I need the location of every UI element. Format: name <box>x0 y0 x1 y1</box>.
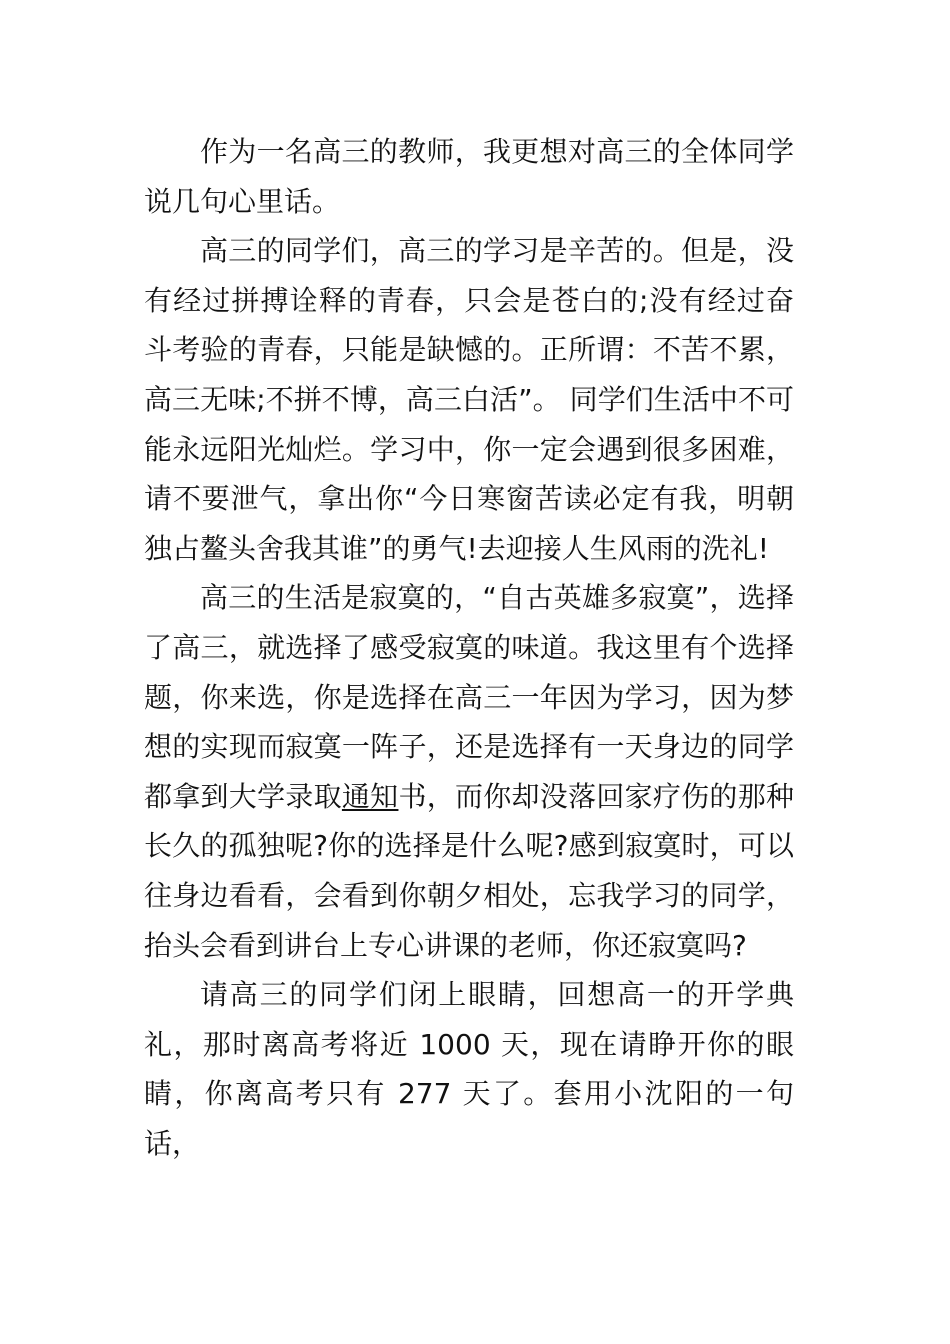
paragraph-4: 请高三的同学们闭上眼睛，回想高一的开学典礼，那时离高考将近 1000 天，现在请睁开你的眼睛，你离高考只有 277 天了。套用小沈阳的一句话， <box>144 978 794 1160</box>
paragraph-2: 高三的同学们，高三的学习是辛苦的。但是，没有经过拼搏诠释的青春，只会是苍白的;没有经过奋斗考验的青春，只能是缺憾的。正所谓：不苦不累，高三无味;不拼不博，高三白活”。 同学们生活中不可能永远阳光灿烂。学习中，你一定会遇到很多困难，请不要泄气，拿出你“今日寒窗苦读必定有我，明朝独占鳌头舍我其谁”的勇气!去迎接人生风雨的洗礼! <box>144 234 794 565</box>
document-body <box>144 127 794 1168</box>
paragraph-1: 作为一名高三的教师，我更想对高三的全体同学说几句心里话。 <box>144 135 794 218</box>
paragraph-3 <box>144 573 794 970</box>
paragraph-3-text-after: 书，而你却没落回家疗伤的那种长久的孤独呢?你的选择是什么呢?感到寂寞时，可以往身边看看，会看到你朝夕相处，忘我学习的同学，抬头会看到讲台上专心讲课的老师，你还寂寞吗? <box>144 779 794 962</box>
underlined-text: 通知 <box>341 779 399 813</box>
paragraph-3-text-before: 高三的生活是寂寞的，“自古英雄多寂寞”，选择了高三，就选择了感受寂寞的味道。我这里有个选择题，你来选，你是选择在高三一年因为学习，因为梦想的实现而寂寞一阵子，还是选择有一天身边的同学都拿到大学录取 <box>144 581 794 813</box>
